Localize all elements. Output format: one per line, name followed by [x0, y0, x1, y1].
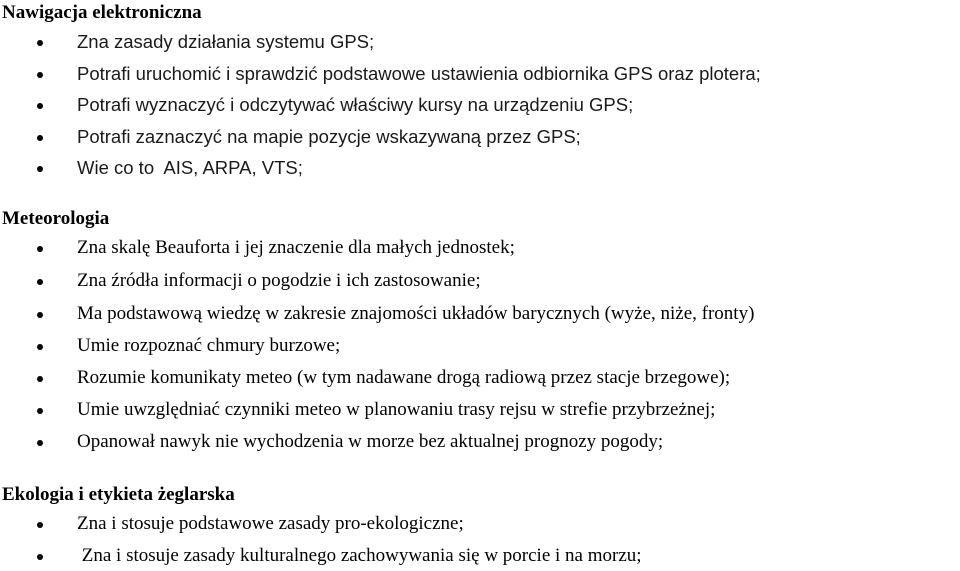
list-item-text: Potrafi wyznaczyć i odczytywać właściwy kursy na urządzeniu GPS; — [77, 94, 634, 115]
list-item-text: Zna skalę Beauforta i jej znaczenie dla małych jednostek; — [77, 237, 515, 258]
list-item-text: Ma podstawową wiedzę w zakresie znajomości układów barycznych (wyże, niże, fronty) — [77, 303, 755, 324]
list-item-text: Zna źródła informacji o pogodzie i ich zastosowanie; — [77, 270, 481, 291]
bullet-icon — [37, 522, 43, 528]
bullet-icon — [37, 408, 43, 414]
list-item-text: Zna zasady działania systemu GPS; — [77, 31, 375, 52]
bullet-icon — [37, 554, 43, 560]
bullet-icon — [37, 135, 43, 141]
section-heading-meteorologia: Meteorologia — [2, 208, 110, 229]
bullet-icon — [37, 246, 43, 252]
bullet-icon — [37, 312, 43, 318]
bullet-icon — [37, 166, 43, 172]
list-item-text: Zna i stosuje podstawowe zasady pro-ekologiczne; — [77, 513, 464, 534]
list-item-text: Potrafi uruchomić i sprawdzić podstawowe ustawienia odbiornika GPS oraz plotera; — [77, 63, 761, 84]
bullet-icon — [37, 279, 43, 285]
bullet-icon — [37, 376, 43, 382]
list-item-text: Wie co to AIS, ARPA, VTS; — [77, 157, 303, 178]
list-item-text: Potrafi zaznaczyć na mapie pozycje wskazywaną przez GPS; — [77, 126, 581, 147]
section-heading-nawigacja: Nawigacja elektroniczna — [2, 2, 202, 23]
section-heading-ekologia: Ekologia i etykieta żeglarska — [2, 484, 235, 505]
list-item-text: Zna i stosuje zasady kulturalnego zachowywania się w porcie i na morzu; — [77, 545, 642, 566]
list-item-text: Opanował nawyk nie wychodzenia w morze bez aktualnej prognozy pogody; — [77, 431, 664, 452]
bullet-icon — [37, 72, 43, 78]
list-item-text: Umie uwzględniać czynniki meteo w planowaniu trasy rejsu w strefie przybrzeżnej; — [77, 399, 716, 420]
bullet-icon — [37, 440, 43, 446]
list-item-text: Umie rozpoznać chmury burzowe; — [77, 335, 341, 356]
list-item-text: Rozumie komunikaty meteo (w tym nadawane drogą radiową przez stacje brzegowe); — [77, 367, 731, 388]
bullet-icon — [37, 40, 43, 46]
bullet-icon — [37, 344, 43, 350]
bullet-icon — [37, 103, 43, 109]
